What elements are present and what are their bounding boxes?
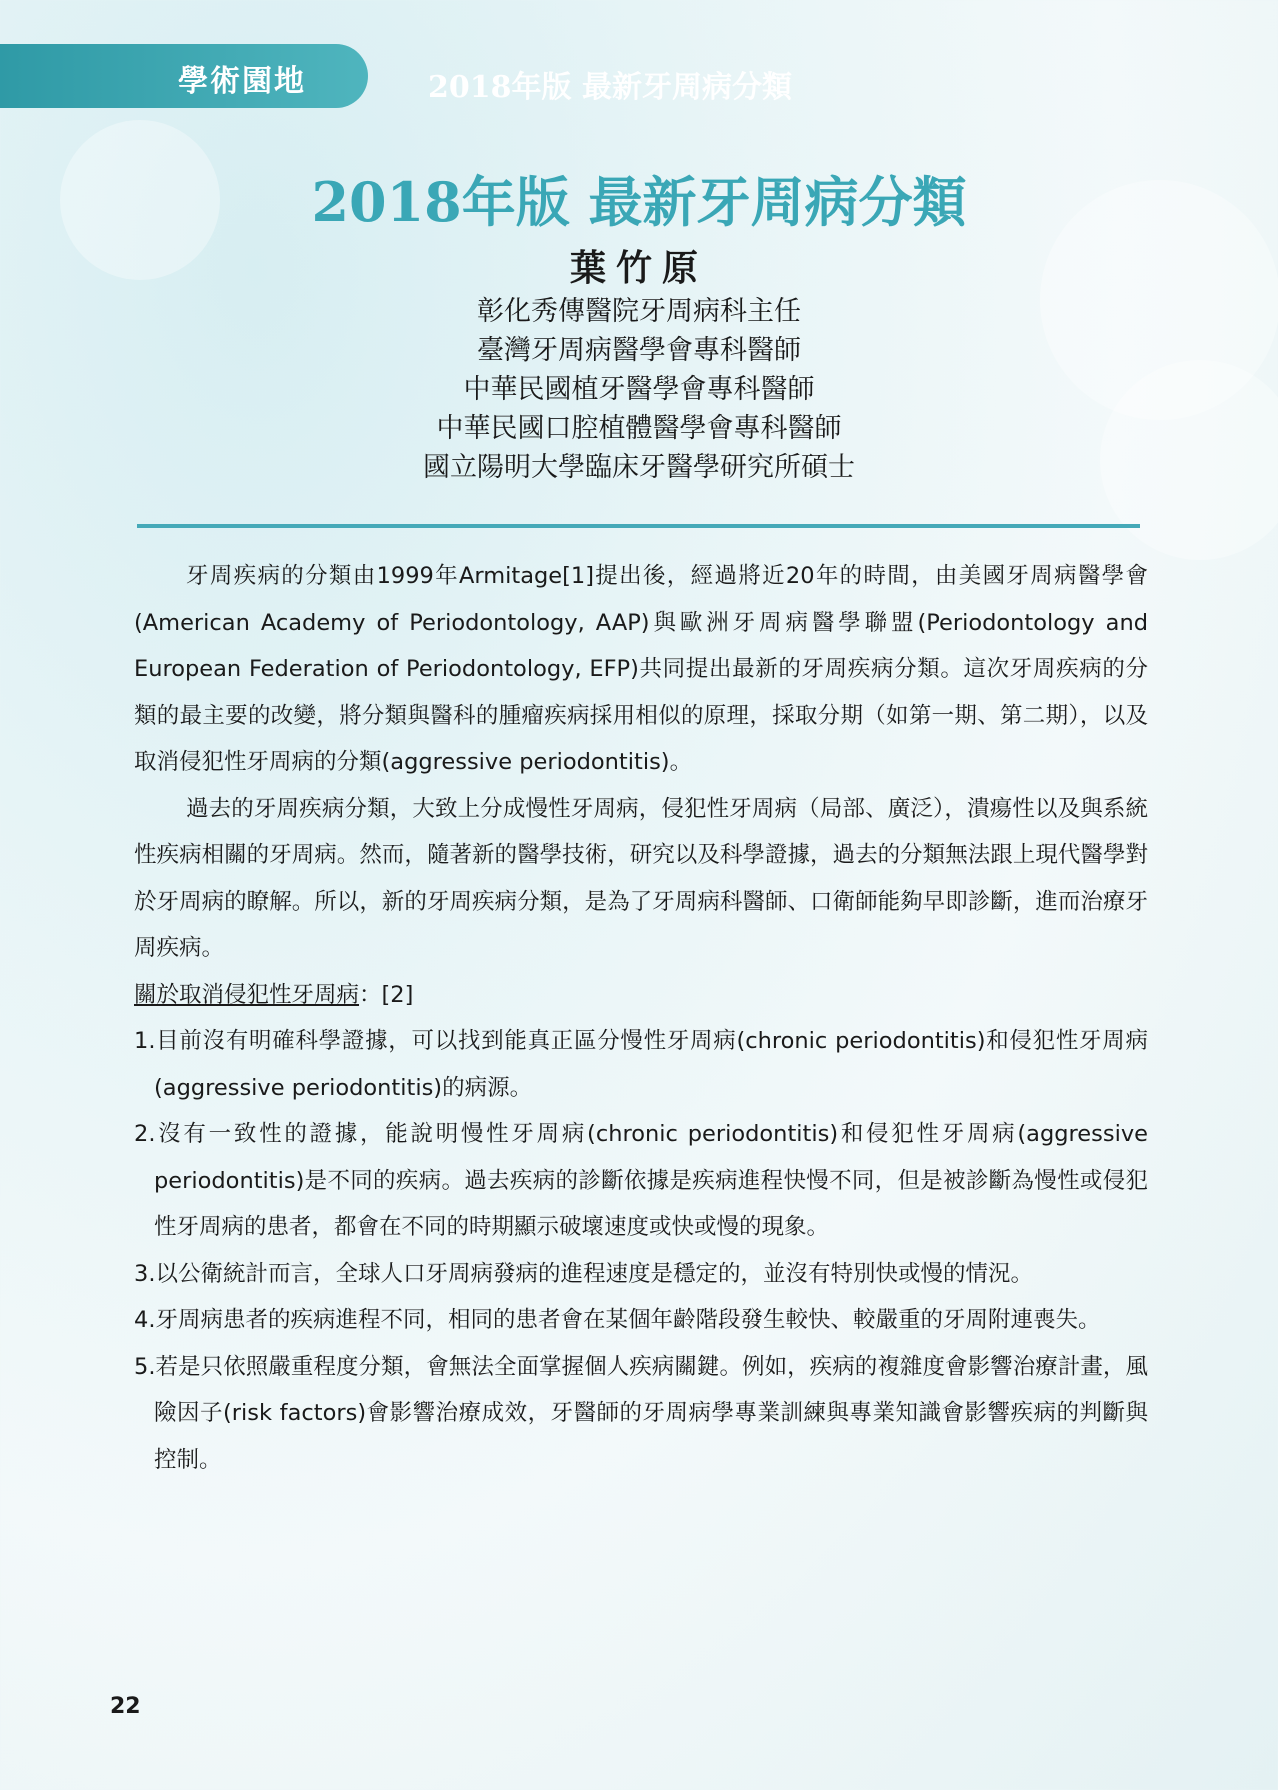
section-tab <box>0 44 368 108</box>
article-body <box>134 553 1148 1483</box>
list-item: 2.沒有一致性的證據，能說明慢性牙周病(chronic periodontitis)和侵犯性牙周病(aggressive periodontitis)是不同的疾病。過去疾病的診斷依據是疾病進程快慢不同，但是被診斷為慢性或侵犯性牙周病的患者，都會在不同的時期顯示破壞速度或快或慢的現象。 <box>134 1121 1148 1240</box>
title-divider <box>137 524 1140 528</box>
affiliation-line: 中華民國植牙醫學會專科醫師 <box>463 374 815 405</box>
body-paragraph: 過去的牙周疾病分類，大致上分成慢性牙周病，侵犯性牙周病（局部、廣泛），潰瘍性以及與系統性疾病相關的牙周病。然而，隨著新的醫學技術，研究以及科學證據，過去的分類無法跟上現代醫學對於牙周病的瞭解。所以，新的牙周疾病分類，是為了牙周病科醫師、口衛師能夠早即診斷，進而治療牙周疾病。 <box>134 795 1148 961</box>
list-item: 3.以公衛統計而言，全球人口牙周病發病的進程速度是穩定的，並沒有特別快或慢的情況。 <box>134 1260 1033 1287</box>
author-name: 葉竹原 <box>569 248 708 289</box>
affiliation-line: 彰化秀傳醫院牙周病科主任 <box>477 296 801 327</box>
section-label: 學術園地 <box>178 64 306 99</box>
subheading-text: 關於取消侵犯性牙周病 <box>134 981 360 1008</box>
body-paragraph: 牙周疾病的分類由1999年Armitage[1]提出後，經過將近20年的時間，由美國牙周病醫學會(American Academy of Periodontology, AAP)與歐洲牙周病醫學聯盟(Periodontology and European Federation of Periodontology, EFP)共同提出最新的牙周疾病分類。這次牙周疾病的分類的最主要的改變，將分類與醫科的腫瘤疾病採用相似的原理，採取分期（如第一期、第二期），以及取消侵犯性牙周病的分類(aggressive periodontitis)。 <box>134 563 1148 775</box>
affiliations <box>0 292 1278 487</box>
subheading-reference: ：[2] <box>359 981 414 1008</box>
list-item: 5.若是只依照嚴重程度分類，會無法全面掌握個人疾病關鍵。例如，疾病的複雜度會影響治療計畫，風險因子(risk factors)會影響治療成效，牙醫師的牙周病學專業訓練與專業知識會影響疾病的判斷與控制。 <box>134 1353 1148 1473</box>
affiliation-line: 臺灣牙周病醫學會專科醫師 <box>477 335 801 366</box>
list-item: 4.牙周病患者的疾病進程不同，相同的患者會在某個年齡階段發生較快、較嚴重的牙周附連喪失。 <box>134 1307 1101 1333</box>
affiliation-line: 中華民國口腔植體醫學會專科醫師 <box>436 413 842 444</box>
subheading <box>134 972 1148 1019</box>
page-number: 22 <box>110 1694 141 1719</box>
list-item: 1.目前沒有明確科學證據，可以找到能真正區分慢性牙周病(chronic periodontitis)和侵犯性牙周病(aggressive periodontitis)的病源。 <box>134 1028 1148 1101</box>
affiliation-line: 國立陽明大學臨床牙醫學研究所碩士 <box>423 452 855 483</box>
article-title: 2018年版 最新牙周病分類 <box>311 170 967 234</box>
running-title: 2018年版 最新牙周病分類 <box>428 70 792 105</box>
